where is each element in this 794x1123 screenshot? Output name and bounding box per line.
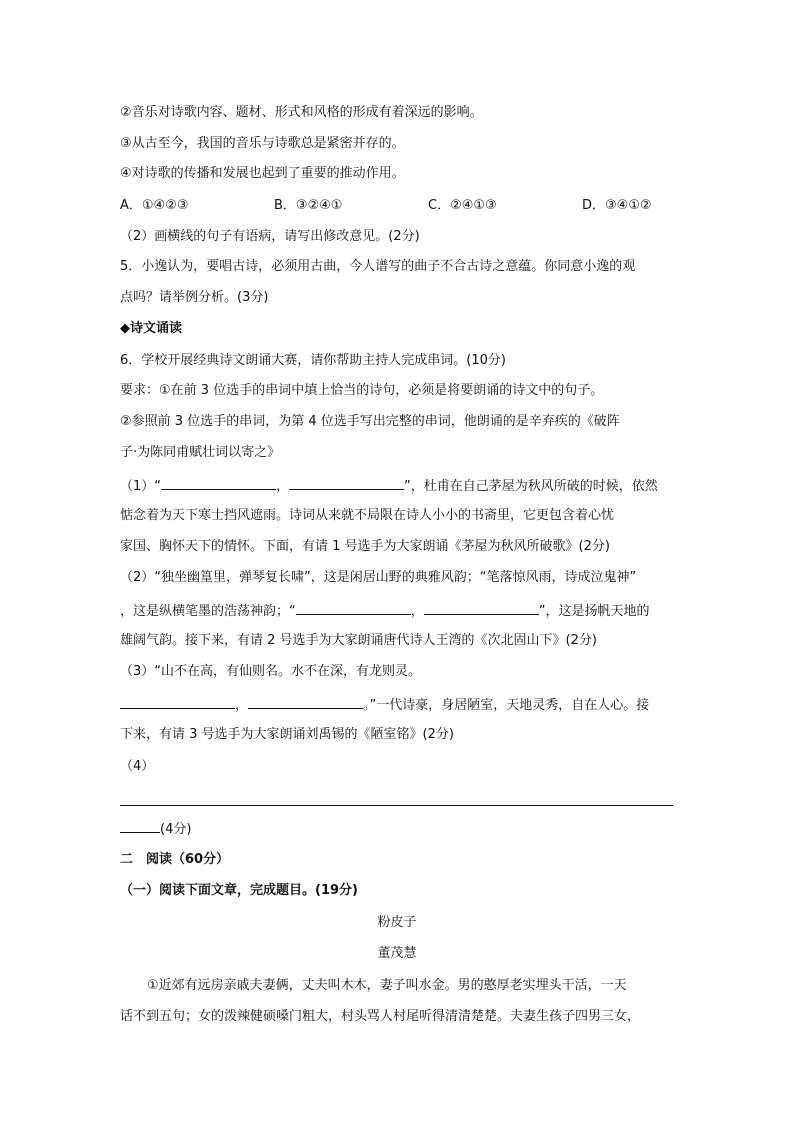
item-2-line3: 雄阔气韵。接下来，有请 2 号选手为大家朗诵唐代诗人王湾的《次北固山下》(2分) — [120, 633, 597, 648]
article-paragraph-1-cont: 话不到五句；女的泼辣健硕嗓门粗大，村头骂人村尾听得清清楚楚。夫妻生孩子四男三女， — [120, 1009, 641, 1024]
question-5-line2: 点吗？请举例分析。(3分) — [120, 290, 269, 305]
item-1-line1: （1）“ ， ”，杜甫在自己茅屋为秋风所破的时候，依然 — [120, 475, 658, 497]
answer-blank[interactable] — [248, 694, 363, 709]
choice-options — [120, 196, 652, 216]
reading-instruction: （一）阅读下面文章，完成题目。(19分) — [120, 883, 358, 898]
requirement-2: ②参照前 3 位选手的串词，为第 4 位选手写出完整的串词，他朗诵的是辛弃疾的《破阵 — [120, 414, 620, 429]
article-author: 董茂慧 — [377, 946, 417, 961]
choice-b: B．③②④① — [274, 198, 343, 213]
question-5-line1: 5．小逸认为，要唱古诗，必须用古曲，今人谱写的曲子不合古诗之意蕴。你同意小逸的观 — [120, 259, 636, 274]
question-6: 6．学校开展经典诗文朗诵大赛，请你帮助主持人完成串词。(10分) — [120, 353, 506, 368]
item-1-line3: 家国、胸怀天下的情怀。下面，有请 1 号选手为大家朗诵《茅屋为秋风所破歌》(2分) — [120, 539, 610, 554]
item-3-line3: 下来，有请 3 号选手为大家朗诵刘禹锡的《陋室铭》(2分) — [120, 727, 454, 742]
item-4-label: （4） — [120, 759, 155, 774]
answer-blank[interactable] — [120, 694, 235, 709]
item-2-line2: ，这是纵横笔墨的浩荡神韵；“ ， ”，这是扬帆天地的 — [120, 600, 650, 622]
item-1-line2: 惦念着为天下寒士挡风遮雨。诗词从来就不局限在诗人小小的书斋里，它更包含着心忧 — [120, 508, 615, 523]
section-heading-reading: 二 阅读（60分） — [120, 852, 230, 867]
item-2-line1: （2）“独坐幽篁里，弹琴复长啸”，这是闲居山野的典雅风韵；“笔落惊风雨，诗成泣鬼神” — [120, 570, 637, 585]
answer-blank[interactable] — [120, 818, 160, 833]
question-2-sub: （2）画横线的句子有语病，请写出修改意见。(2分) — [120, 229, 420, 244]
requirement-1: 要求：①在前 3 位选手的串词中填上恰当的诗句，必须是将要朗诵的诗文中的句子。 — [120, 383, 604, 398]
item-3-line2: ， 。”一代诗豪，身居陋室，天地灵秀，自在人心。接 — [120, 694, 649, 716]
item-3-line1: （3）“山不在高，有仙则名。水不在深，有龙则灵。 — [120, 664, 422, 679]
requirement-2-cont: 子·为陈同甫赋壮词以寄之》 — [120, 445, 281, 460]
article-title: 粉皮子 — [377, 915, 417, 930]
answer-line[interactable] — [120, 805, 673, 806]
option-sentence-4: ④对诗歌的传播和发展也起到了重要的推动作用。 — [120, 166, 405, 181]
choice-d: D．③④①② — [582, 198, 652, 213]
item-4-points: (4分) — [120, 818, 191, 840]
answer-blank[interactable] — [161, 475, 276, 490]
option-sentence-3: ③从古至今，我国的音乐与诗歌总是紧密并存的。 — [120, 136, 405, 151]
article-paragraph-1: ①近郊有远房亲戚夫妻俩，丈夫叫木木，妻子叫水金。男的憨厚老实埋头干活，一天 — [147, 978, 627, 993]
option-sentence-2: ②音乐对诗歌内容、题材、形式和风格的形成有着深远的影响。 — [120, 105, 483, 120]
answer-blank[interactable] — [424, 600, 539, 615]
choice-c: C．②④①③ — [428, 198, 497, 213]
answer-blank[interactable] — [296, 600, 411, 615]
choice-a: A．①④②③ — [120, 198, 189, 213]
answer-blank[interactable] — [289, 475, 404, 490]
section-heading-recitation: ◆诗文诵读 — [120, 321, 182, 336]
